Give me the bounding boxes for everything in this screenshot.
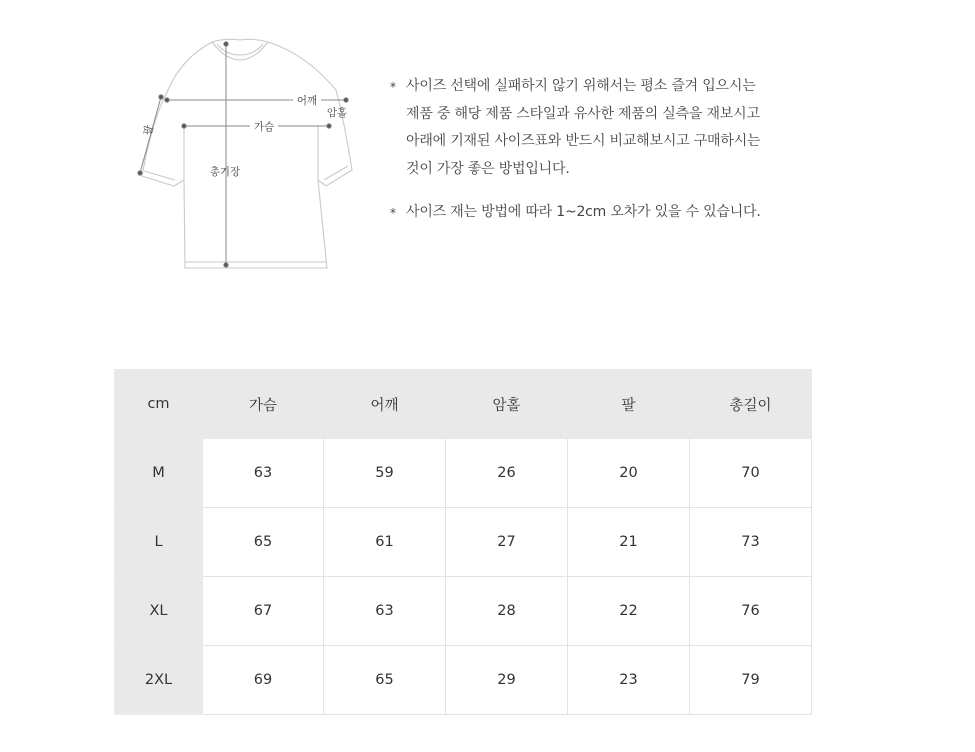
chest-label: 가슴 [253, 121, 275, 133]
table-cell: 61 [324, 508, 446, 577]
column-header-chest: 가슴 [203, 370, 324, 439]
note-line: 아래에 기재된 사이즈표와 반드시 비교해보시고 구매하시는 [406, 133, 761, 149]
table-header-row [115, 370, 812, 439]
table-cell: 20 [568, 439, 690, 508]
table-cell: 79 [690, 646, 812, 715]
tshirt-outline [142, 39, 352, 268]
table-cell: 63 [324, 577, 446, 646]
table-cell: 76 [690, 577, 812, 646]
measurement-lines [138, 42, 348, 267]
table-cell: 29 [446, 646, 568, 715]
size-notes [390, 73, 820, 227]
table-cell: 69 [203, 646, 324, 715]
table-cell: 63 [203, 439, 324, 508]
sleeve-label: 팔 [141, 123, 157, 137]
table-cell: 65 [203, 508, 324, 577]
table-cell: 27 [446, 508, 568, 577]
size-label: L [115, 508, 203, 577]
size-label: 2XL [115, 646, 203, 715]
table-cell: 28 [446, 577, 568, 646]
column-header-shoulder: 어깨 [324, 370, 446, 439]
table-cell: 67 [203, 577, 324, 646]
table-cell: 23 [568, 646, 690, 715]
tshirt-illustration [130, 30, 370, 275]
column-header-total-length: 총길이 [690, 370, 812, 439]
note-item [390, 199, 820, 227]
note-line: 것이 가장 좋은 방법입니다. [406, 160, 570, 177]
table-row [115, 439, 812, 508]
column-header-sleeve: 팔 [568, 370, 690, 439]
table-row [115, 508, 812, 577]
table-cell: 59 [324, 439, 446, 508]
note-line: 사이즈 선택에 실패하지 않기 위해서는 평소 즐겨 입으시는 [406, 78, 756, 94]
table-cell: 70 [690, 439, 812, 508]
table-cell: 65 [324, 646, 446, 715]
table-row [115, 646, 812, 715]
total-length-label: 총기장 [209, 166, 241, 178]
note-line: 제품 중 해당 제품 스타일과 유사한 제품의 실측을 재보시고 [406, 105, 760, 122]
column-header-armhole: 암홀 [446, 370, 568, 439]
note-line: 사이즈 재는 방법에 따라 1~2cm 오차가 있을 수 있습니다. [406, 204, 761, 220]
table-cell: 26 [446, 439, 568, 508]
measurement-diagram [130, 30, 370, 275]
note-marker: * [390, 206, 396, 220]
table-cell: 21 [568, 508, 690, 577]
armhole-label: 암홀 [326, 107, 348, 119]
column-header-unit: cm [115, 370, 203, 439]
note-marker: * [390, 80, 396, 94]
size-label: M [115, 439, 203, 508]
shoulder-label: 어깨 [296, 95, 318, 107]
table-cell: 73 [690, 508, 812, 577]
size-label: XL [115, 577, 203, 646]
size-chart-table [114, 369, 812, 715]
note-item [390, 73, 820, 183]
table-cell: 22 [568, 577, 690, 646]
table-row [115, 577, 812, 646]
